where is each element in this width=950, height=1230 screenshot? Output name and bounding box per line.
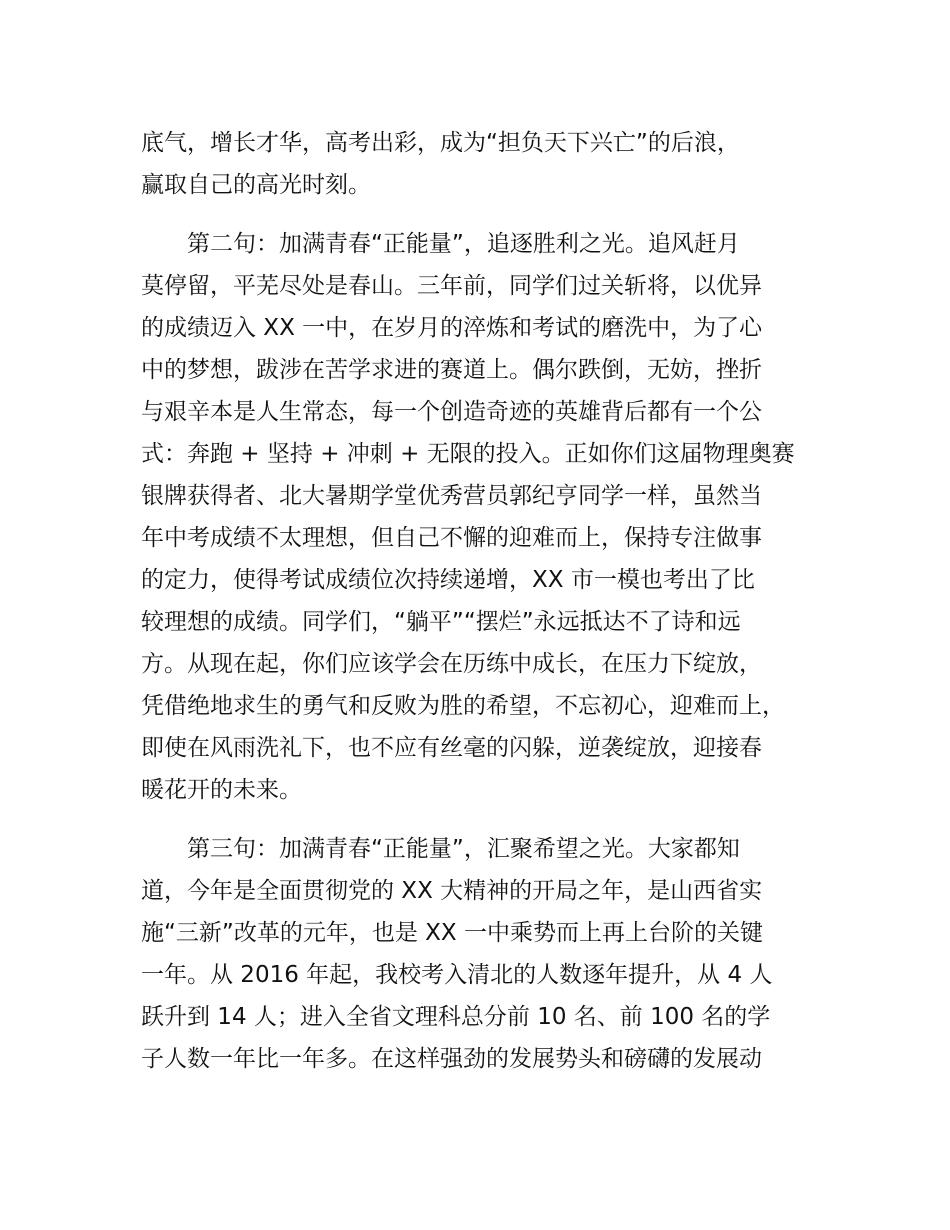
text-line: 暖花开的未来。 — [141, 777, 302, 803]
text-line: 底气，增长才华，高考出彩，成为“担负天下兴亡”的后浪， — [141, 130, 740, 156]
text-line: 的成绩迈入 XX 一中，在岁月的淬炼和考试的磨洗中，为了心 — [141, 315, 763, 341]
text-line: 莫停留，平芜尽处是春山。三年前，同学们过关斩将，以优异 — [141, 273, 762, 299]
text-line: 银牌获得者、北大暑期学堂优秀营员郭纪亨同学一样，虽然当 — [141, 483, 762, 509]
paragraph-heading-line: 第三句：加满青春“正能量”，汇聚希望之光。大家都知 — [141, 836, 740, 862]
text-line: 跃升到 14 人；进入全省文理科总分前 10 名、前 100 名的学 — [141, 1004, 771, 1030]
text-line: 凭借绝地求生的勇气和反败为胜的希望，不忘初心，迎难而上， — [141, 693, 785, 719]
text-line: 式：奔跑 + 坚持 + 冲刺 + 无限的投入。正如你们这届物理奥赛 — [141, 441, 795, 467]
text-line: 较理想的成绩。同学们，“躺平”“摆烂”永远抵达不了诗和远 — [141, 609, 741, 635]
text-line: 一年。从 2016 年起，我校考入清北的人数逐年提升，从 4 人 — [141, 962, 773, 988]
text-line: 的定力，使得考试成绩位次持续递增，XX 市一模也考出了比 — [141, 567, 755, 593]
text-line: 即使在风雨洗礼下，也不应有丝毫的闪躲，逆袭绽放，迎接春 — [141, 735, 762, 761]
text-line: 中的梦想，跋涉在苦学求进的赛道上。偶尔跌倒，无妨，挫折 — [141, 357, 762, 383]
text-line: 赢取自己的高光时刻。 — [141, 172, 371, 198]
text-line: 子人数一年比一年多。在这样强劲的发展势头和磅礴的发展动 — [141, 1046, 762, 1072]
text-line: 与艰辛本是人生常态，每一个创造奇迹的英雄背后都有一个公 — [141, 399, 762, 425]
text-line: 年中考成绩不太理想，但自己不懈的迎难而上，保持专注做事 — [141, 525, 762, 551]
paragraph-heading-line: 第二句：加满青春“正能量”，追逐胜利之光。追风赶月 — [141, 231, 740, 257]
text-line: 施“三新”改革的元年，也是 XX 一中乘势而上再上台阶的关键 — [141, 920, 763, 946]
text-line: 方。从现在起，你们应该学会在历练中成长，在压力下绽放， — [141, 651, 762, 677]
text-line: 道，今年是全面贯彻党的 XX 大精神的开局之年，是山西省实 — [141, 878, 763, 904]
